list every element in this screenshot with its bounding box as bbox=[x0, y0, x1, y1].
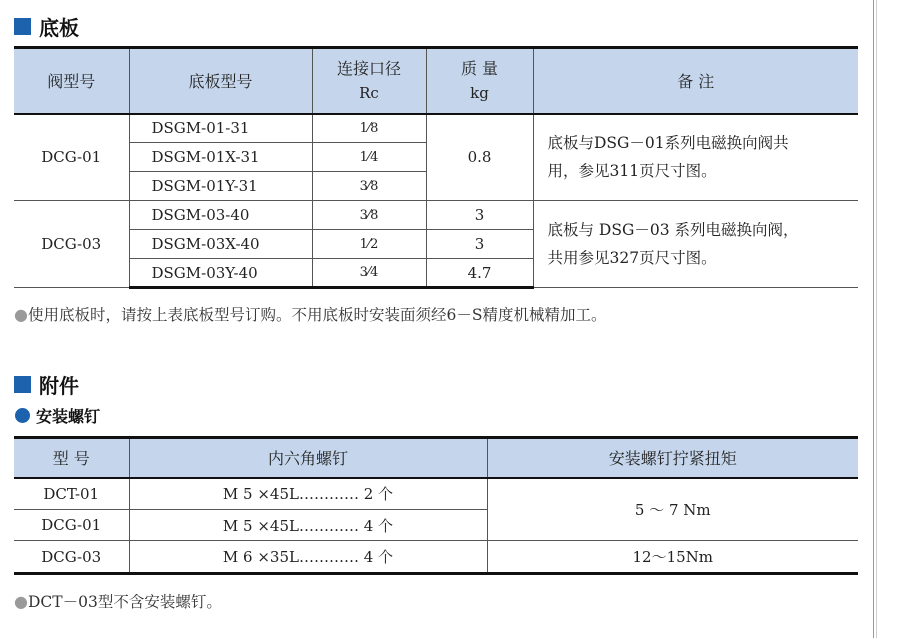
remark-line: 底板与DSG－01系列电磁换向阀共 bbox=[547, 134, 789, 153]
port-size-cell: 1⁄4 bbox=[312, 143, 426, 172]
port-size-cell: 3⁄8 bbox=[312, 201, 426, 230]
page-border-line-inner bbox=[876, 0, 877, 638]
mounting-screw-table bbox=[14, 436, 858, 575]
header-remarks: 备 注 bbox=[533, 48, 858, 114]
blue-square-icon bbox=[14, 376, 31, 393]
header-valve-model: 阀型号 bbox=[14, 48, 129, 114]
header-torque: 安装螺钉拧紧扭矩 bbox=[487, 438, 858, 478]
header-screw: 内六角螺钉 bbox=[129, 438, 487, 478]
plate-model-cell: DSGM-01X-31 bbox=[129, 143, 312, 172]
header-mass-line2: kg bbox=[470, 83, 489, 102]
blue-circle-icon bbox=[15, 408, 30, 423]
remark-cell bbox=[533, 201, 858, 288]
header-mass-line1: 质 量 bbox=[460, 58, 499, 78]
header-model: 型 号 bbox=[14, 438, 129, 478]
footnote-base-plate bbox=[14, 303, 606, 325]
header-port-size bbox=[312, 48, 426, 114]
section-title-base-plate bbox=[14, 12, 79, 41]
torque-cell: 5 ～ 7 Nm bbox=[487, 478, 858, 541]
port-size-cell: 3⁄8 bbox=[312, 172, 426, 201]
table-row bbox=[14, 201, 858, 230]
port-size-cell: 1⁄8 bbox=[312, 114, 426, 143]
footnote-screws bbox=[14, 590, 222, 612]
valve-model-cell: DCG-03 bbox=[14, 201, 129, 288]
gray-circle-icon: ● bbox=[14, 592, 28, 611]
screw-cell: M 5 ×45L………… 4 个 bbox=[129, 510, 487, 541]
port-size-cell: 3⁄4 bbox=[312, 259, 426, 288]
torque-cell: 12～15Nm bbox=[487, 541, 858, 574]
section-title-text: 附件 bbox=[39, 374, 79, 398]
gray-circle-icon: ● bbox=[14, 305, 28, 324]
table-row bbox=[14, 541, 858, 574]
mass-cell: 3 bbox=[426, 201, 533, 230]
blue-square-icon bbox=[14, 18, 31, 35]
header-plate-model: 底板型号 bbox=[129, 48, 312, 114]
mass-cell: 4.7 bbox=[426, 259, 533, 288]
model-cell: DCT-01 bbox=[14, 478, 129, 510]
footnote-text: 使用底板时，请按上表底板型号订购。不用底板时安装面须经6－S精度机械精加工。 bbox=[27, 306, 607, 324]
model-cell: DCG-01 bbox=[14, 510, 129, 541]
section-title-text: 底板 bbox=[39, 16, 79, 40]
plate-model-cell: DSGM-03-40 bbox=[129, 201, 312, 230]
remark-line: 底板与 DSG－03 系列电磁换向阀， bbox=[547, 221, 799, 239]
remark-cell bbox=[533, 114, 858, 201]
page-border-line bbox=[873, 0, 874, 638]
plate-model-cell: DSGM-03X-40 bbox=[129, 230, 312, 259]
plate-model-cell: DSGM-01Y-31 bbox=[129, 172, 312, 201]
subsection-title-mounting-screws bbox=[15, 404, 100, 427]
table-row bbox=[14, 478, 858, 510]
model-cell: DCG-03 bbox=[14, 541, 129, 574]
table-row bbox=[14, 114, 858, 143]
plate-model-cell: DSGM-03Y-40 bbox=[129, 259, 312, 288]
screw-cell: M 6 ×35L………… 4 个 bbox=[129, 541, 487, 574]
header-mass bbox=[426, 48, 533, 114]
plate-model-cell: DSGM-01-31 bbox=[129, 114, 312, 143]
subsection-title-text: 安装螺钉 bbox=[36, 407, 101, 426]
base-plate-table bbox=[14, 46, 858, 289]
remark-line: 共用参见327页尺寸图。 bbox=[547, 249, 717, 267]
mass-cell: 3 bbox=[426, 230, 533, 259]
mass-cell: 0.8 bbox=[426, 114, 533, 201]
section-title-accessories bbox=[14, 370, 79, 399]
header-port-size-line2: Rc bbox=[359, 83, 379, 102]
remark-line: 用，参见311页尺寸图。 bbox=[547, 162, 717, 181]
screw-cell: M 5 ×45L………… 2 个 bbox=[129, 478, 487, 510]
port-size-cell: 1⁄2 bbox=[312, 230, 426, 259]
header-port-size-line1: 连接口径 bbox=[336, 58, 401, 78]
valve-model-cell: DCG-01 bbox=[14, 114, 129, 201]
footnote-text: DCT－03型不含安装螺钉。 bbox=[27, 593, 222, 611]
